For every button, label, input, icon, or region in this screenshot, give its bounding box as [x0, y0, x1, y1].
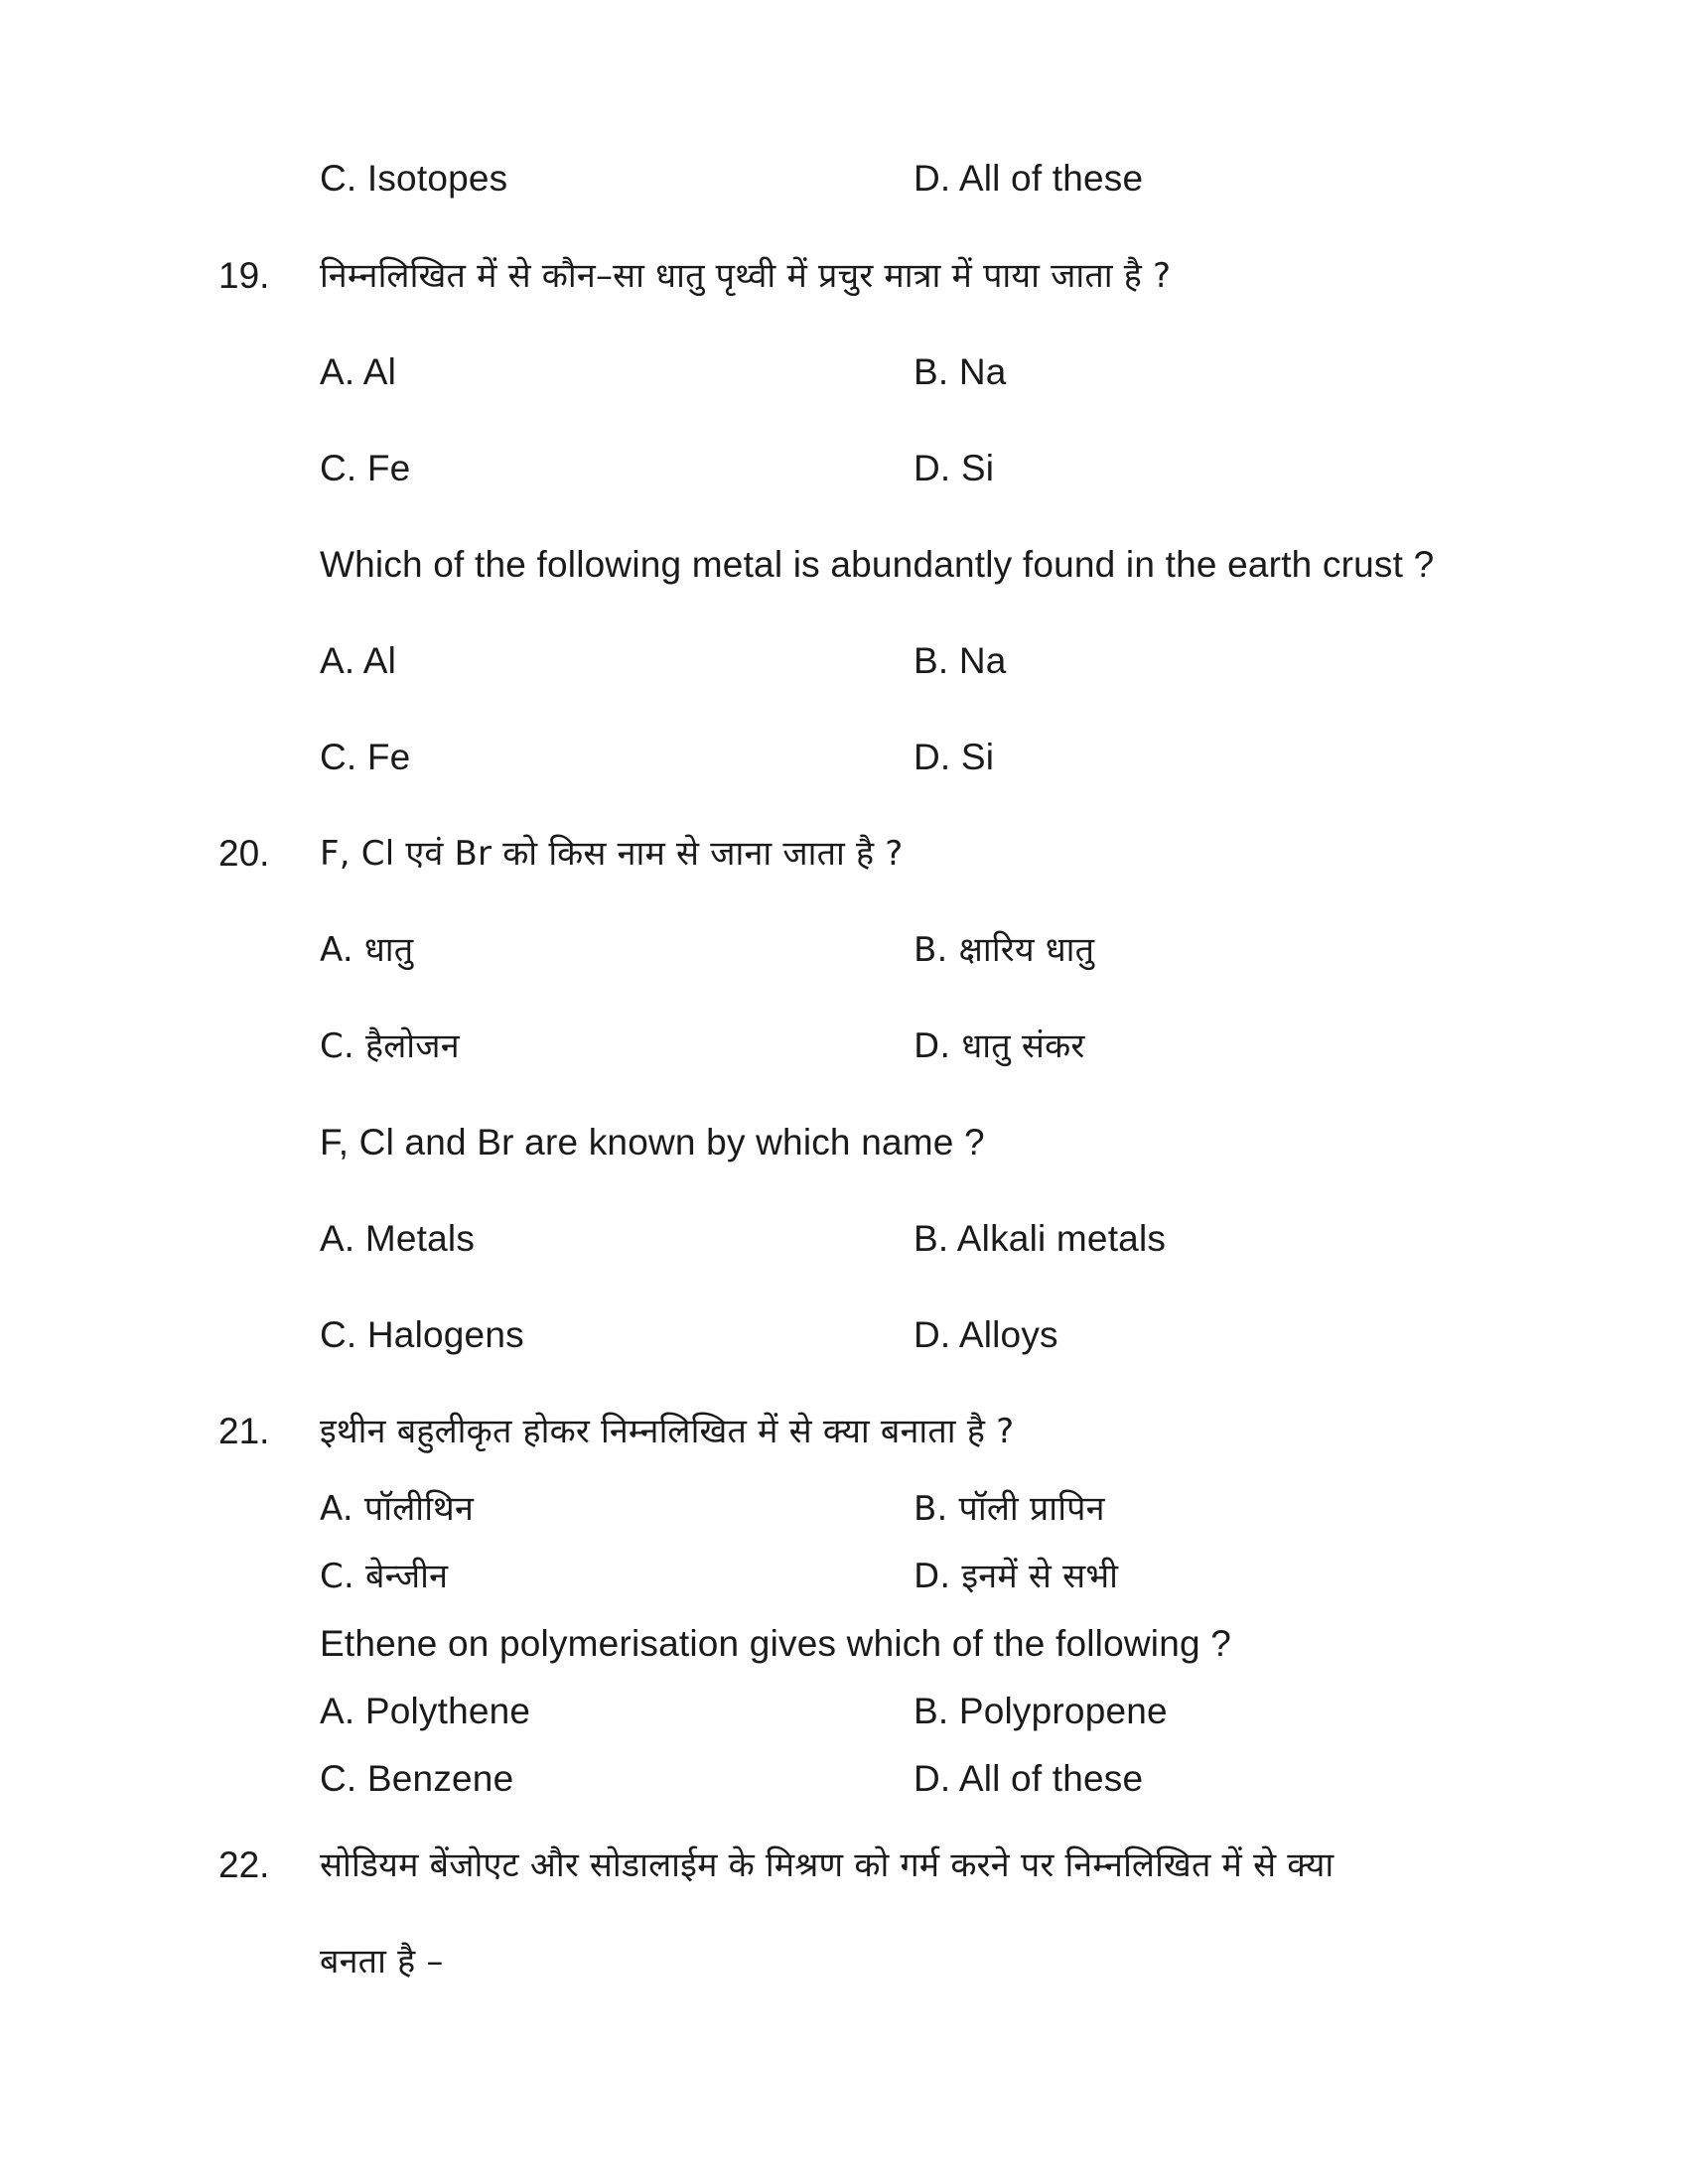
- option-c: C. Fe: [320, 448, 411, 488]
- option-c: C. Halogens: [320, 1314, 524, 1355]
- question-text-english: Ethene on polymerisation gives which of the following ?: [320, 1623, 1232, 1664]
- option-c: C. Isotopes: [320, 158, 508, 199]
- question-text-hindi: सोडियम बेंजोएट और सोडालाईम के मिश्रण को गर्म करने पर निम्नलिखित में से क्या: [320, 1845, 1335, 1885]
- option-c: C. बेन्जीन: [320, 1557, 449, 1596]
- option-d: D. Si: [914, 737, 995, 777]
- option-c: C. Fe: [320, 737, 411, 777]
- option-b: B. पॉली प्रापिन: [914, 1489, 1105, 1529]
- option-b: B. Na: [914, 351, 1007, 392]
- option-a: A. Polythene: [320, 1691, 531, 1731]
- question-text-hindi-continued: बनता है –: [320, 1942, 444, 1981]
- question-text-hindi: इथीन बहुलीकृत होकर निम्नलिखित में से क्या बनाता है ?: [320, 1412, 1015, 1451]
- option-a: A. Al: [320, 640, 397, 681]
- option-a: A. धातु: [320, 930, 414, 970]
- option-c: C. हैलोजन: [320, 1026, 460, 1066]
- option-b: B. Na: [914, 640, 1007, 681]
- question-number: 22.: [218, 1844, 270, 1885]
- question-number: 21.: [218, 1411, 270, 1451]
- question-text-hindi: F, Cl एवं Br को किस नाम से जाना जाता है ?: [320, 834, 904, 874]
- option-d: D. धातु संकर: [914, 1026, 1085, 1066]
- option-d: D. All of these: [914, 158, 1144, 199]
- question-text-hindi: निम्नलिखित में से कौन–सा धातु पृथ्वी में प्रचुर मात्रा में पाया जाता है ?: [320, 256, 1172, 296]
- question-number: 19.: [218, 255, 270, 296]
- option-c: C. Benzene: [320, 1758, 514, 1799]
- question-number: 20.: [218, 833, 270, 874]
- question-text-english: F, Cl and Br are known by which name ?: [320, 1122, 985, 1162]
- option-a: A. Metals: [320, 1218, 476, 1259]
- option-b: B. Polypropene: [914, 1691, 1168, 1731]
- option-d: D. इनमें से सभी: [914, 1557, 1119, 1596]
- option-a: A. Al: [320, 351, 397, 392]
- option-b: B. क्षारिय धातु: [914, 930, 1095, 970]
- question-text-english: Which of the following metal is abundantly found in the earth crust ?: [320, 544, 1435, 585]
- option-d: D. Alloys: [914, 1314, 1058, 1355]
- option-d: D. All of these: [914, 1758, 1144, 1799]
- option-b: B. Alkali metals: [914, 1218, 1167, 1259]
- option-a: A. पॉलीथिन: [320, 1489, 475, 1529]
- option-d: D. Si: [914, 448, 995, 488]
